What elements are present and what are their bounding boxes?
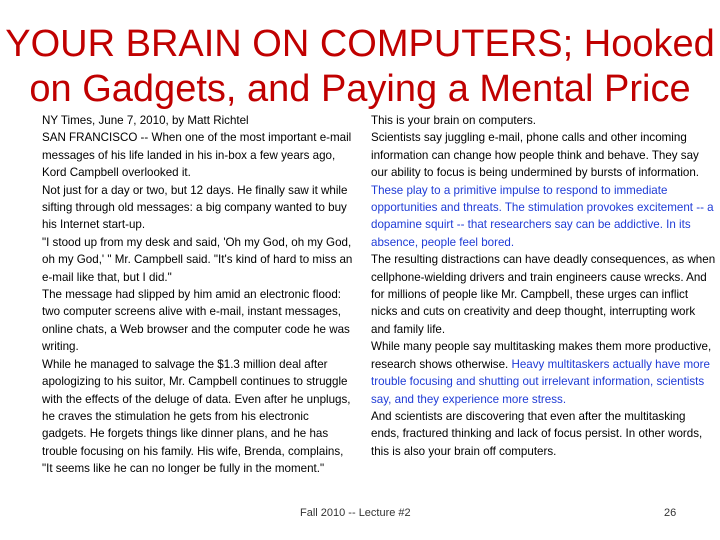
paragraph: And scientists are discovering that even after the multitasking ends, fractured thinking and lack of focus persist. In other words, this is also your brain off computers.: [371, 409, 703, 458]
page-number: 26: [664, 507, 677, 519]
left-column: [42, 112, 354, 478]
paragraph-mixed: [371, 338, 717, 408]
paragraph: While he managed to salvage the $1.3 million deal after apologizing to his suitor, Mr. Campbell continues to struggle with the effects of the deluge of data. Even after he unplugs, he craves the stimulation he gets from his electronic gadgets. He forgets things like dinner plans, and he has trouble focusing on his family. His wife, Brenda, complains, "It seems like he can no longer be fully in the moment.": [42, 357, 351, 476]
paragraph: SAN FRANCISCO -- When one of the most important e-mail messages of his life landed in his in-box a few years ago, Kord Campbell overlooked it.: [42, 131, 352, 180]
paragraph: The message had slipped by him amid an electronic flood: two computer screens alive with e-mail, instant messages, online chats, a Web browser and the computer code he was writing.: [42, 288, 350, 354]
paragraph: Not just for a day or two, but 12 days. He finally saw it while sifting through old messages: a big company wanted to buy his Internet start-up.: [42, 183, 348, 232]
article-byline: NY Times, June 7, 2010, by Matt Richtel: [42, 114, 249, 127]
paragraph: This is your brain on computers.: [371, 114, 536, 127]
slide-title: YOUR BRAIN ON COMPUTERS; Hooked on Gadgets, and Paying a Mental Price: [5, 23, 715, 110]
paragraph: "I stood up from my desk and said, 'Oh my God, oh my God, oh my God,' " Mr. Campbell said. "It's kind of hard to miss an e-mail like that, but I did.": [42, 235, 353, 284]
right-column: [371, 112, 717, 460]
paragraph-text: While many people say multitasking makes them more productive, research shows otherwise.: [371, 340, 712, 371]
paragraph: The resulting distractions can have deadly consequences, as when cellphone-wielding drivers and train engineers cause wrecks. And for millions of people like Mr. Campbell, these urges can inflict nicks and cuts on creativity and deep thought, interrupting work and family life.: [371, 253, 716, 336]
slide-footer: Fall 2010 -- Lecture #2: [300, 507, 411, 519]
highlighted-paragraph: These play to a primitive impulse to respond to immediate opportunities and threats. The stimulation provokes excitement -- a dopamine squirt -- that researchers say can be addictive. In its absence, people feel bored.: [371, 183, 714, 249]
paragraph: Scientists say juggling e-mail, phone calls and other incoming information can change how people think and behave. They say our ability to focus is being undermined by bursts of information.: [371, 131, 700, 180]
highlighted-text: Heavy multitaskers actually have more trouble focusing and shutting out irrelevant information, scientists say, and they experience more stress.: [371, 357, 710, 406]
